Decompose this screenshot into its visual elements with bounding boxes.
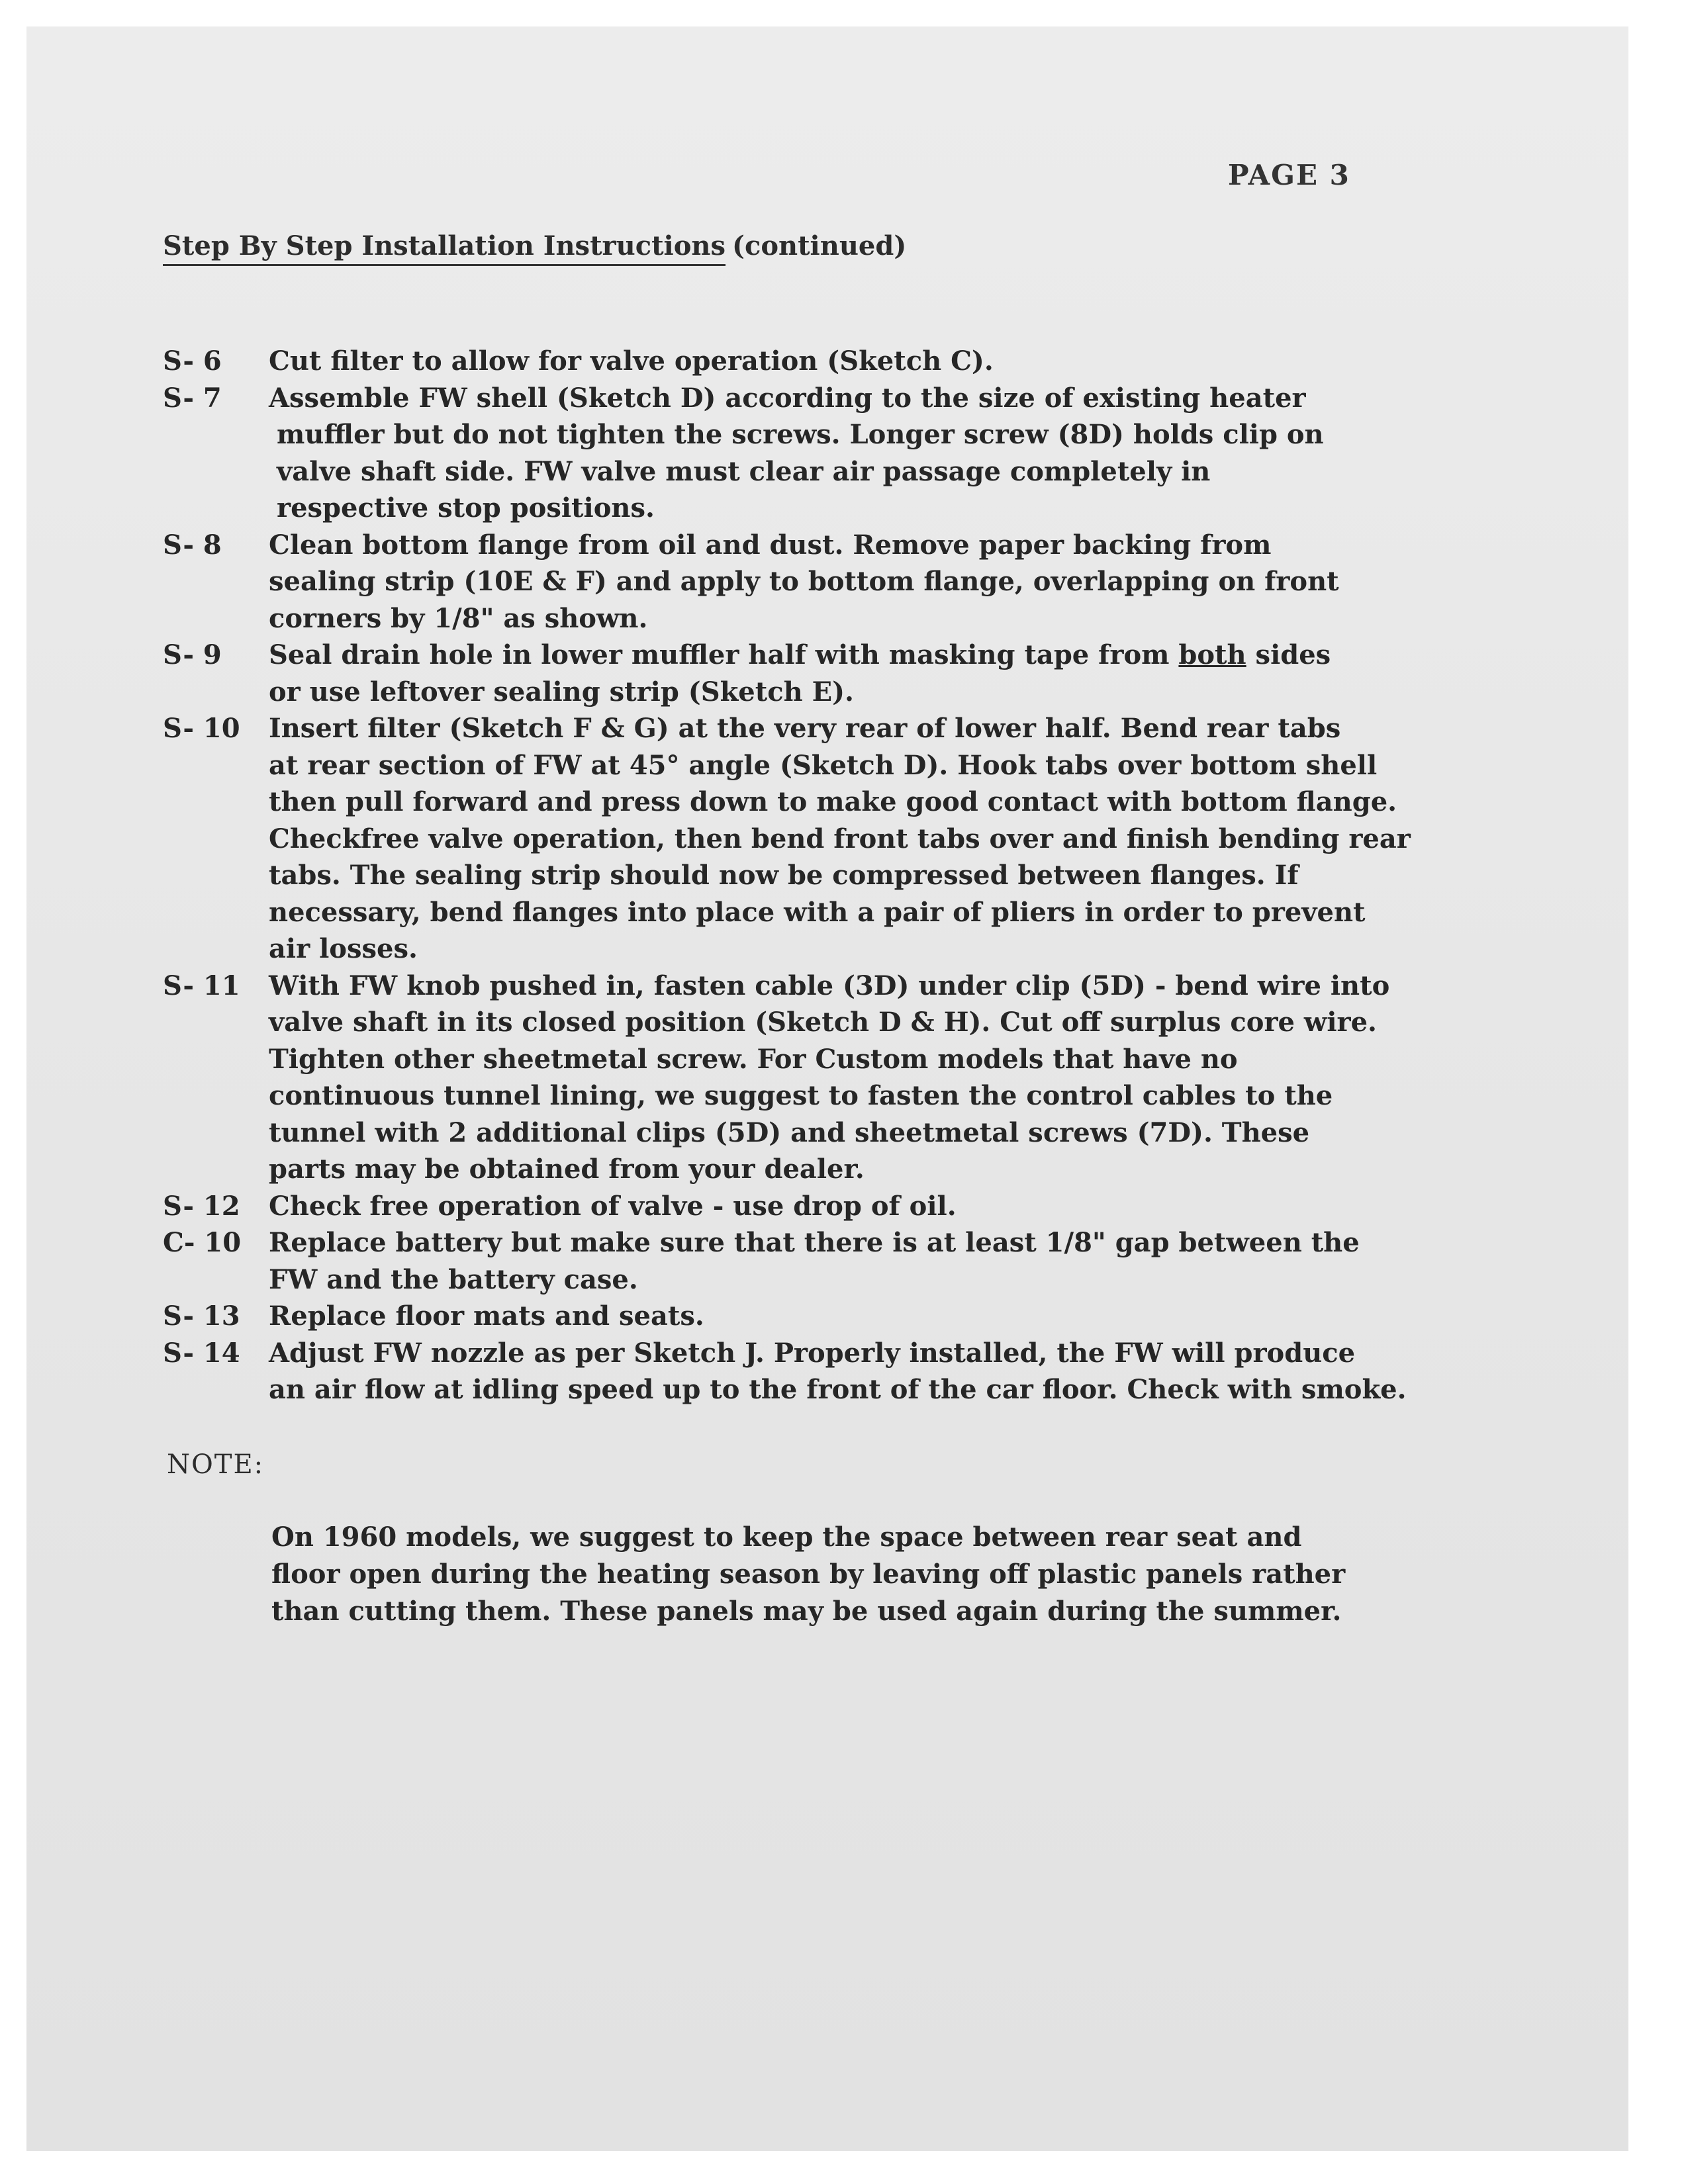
note-text: On 1960 models, we suggest to keep the space between rear seat and <box>271 1522 1302 1553</box>
step-label: S- 7 <box>163 382 222 414</box>
step-text: tabs. The sealing strip should now be compressed between flanges. If <box>269 860 1299 891</box>
step-text: Assemble FW shell (Sketch D) according to the size of existing heater <box>269 382 1306 414</box>
step-text-part: sides <box>1246 639 1331 670</box>
section-heading <box>163 230 906 261</box>
step-text: or use leftover sealing strip (Sketch E). <box>269 676 854 707</box>
step-text: Check free operation of valve - use drop of oil. <box>269 1190 957 1222</box>
step-text: tunnel with 2 additional clips (5D) and sheetmetal screws (7D). These <box>269 1116 1310 1148</box>
step-s6 <box>163 343 1586 380</box>
step-text: then pull forward and press down to make good contact with bottom flange. <box>269 786 1397 817</box>
note-body <box>271 1519 1529 1630</box>
step-s11 <box>163 968 1586 1188</box>
step-text-part: Seal drain hole in lower muffler half with masking tape from <box>269 639 1179 670</box>
page-number: PAGE 3 <box>1228 159 1350 191</box>
step-label: S- 6 <box>163 345 222 377</box>
step-text: FW and the battery case. <box>269 1263 638 1295</box>
step-label: S- 11 <box>163 970 240 1001</box>
step-label: S- 13 <box>163 1300 240 1332</box>
step-text: Cut filter to allow for valve operation (Sketch C). <box>269 345 994 377</box>
step-text: Replace battery but make sure that there is at least 1/8" gap between the <box>269 1227 1360 1258</box>
scanned-page <box>26 26 1628 2151</box>
step-text <box>269 637 1586 674</box>
step-text: Checkfree valve operation, then bend front tabs over and finish bending rear <box>269 823 1411 854</box>
note-text: floor open during the heating season by leaving off plastic panels rather <box>271 1559 1346 1590</box>
step-text: sealing strip (10E & F) and apply to bottom flange, overlapping on front <box>269 566 1339 597</box>
step-s7 <box>163 380 1586 527</box>
heading-title: Step By Step Installation Instructions <box>163 230 726 266</box>
step-text: Clean bottom flange from oil and dust. Remove paper backing from <box>269 529 1272 561</box>
step-text: necessary, bend flanges into place with a pair of pliers in order to prevent <box>269 896 1366 928</box>
step-text: respective stop positions. <box>277 492 655 523</box>
step-label: S- 12 <box>163 1190 240 1222</box>
step-text: an air flow at idling speed up to the front of the car floor. Check with smoke. <box>269 1374 1407 1405</box>
step-text: valve shaft side. FW valve must clear air passage completely in <box>277 455 1211 487</box>
step-s14 <box>163 1335 1586 1408</box>
step-text: Tighten other sheetmetal screw. For Custom models that have no <box>269 1043 1238 1075</box>
step-text: at rear section of FW at 45° angle (Sketch D). Hook tabs over bottom shell <box>269 749 1378 781</box>
step-label: S- 10 <box>163 713 240 744</box>
note-text: than cutting them. These panels may be used again during the summer. <box>271 1596 1342 1627</box>
step-label: S- 9 <box>163 639 222 670</box>
step-text: valve shaft in its closed position (Sketch D & H). Cut off surplus core wire. <box>269 1007 1377 1038</box>
emphasized-word: both <box>1178 639 1246 670</box>
step-text: muffler but do not tighten the screws. Longer screw (8D) holds clip on <box>277 419 1324 450</box>
step-c10 <box>163 1224 1586 1298</box>
step-text: With FW knob pushed in, fasten cable (3D) under clip (5D) - bend wire into <box>269 970 1390 1001</box>
step-text: Replace floor mats and seats. <box>269 1300 704 1332</box>
instruction-steps <box>163 343 1586 1408</box>
step-text: air losses. <box>269 933 418 964</box>
step-s8 <box>163 527 1586 637</box>
step-text: continuous tunnel lining, we suggest to fasten the control cables to the <box>269 1080 1333 1111</box>
note-label: NOTE: <box>167 1449 265 1480</box>
step-label: C- 10 <box>163 1227 242 1258</box>
step-text: corners by 1/8" as shown. <box>269 602 648 634</box>
step-label: S- 8 <box>163 529 222 561</box>
step-text: Adjust FW nozzle as per Sketch J. Properly installed, the FW will produce <box>269 1337 1356 1369</box>
step-s9 <box>163 637 1586 710</box>
step-s12 <box>163 1188 1586 1225</box>
step-label: S- 14 <box>163 1337 240 1369</box>
heading-continued: (continued) <box>732 230 907 261</box>
step-s10 <box>163 710 1586 968</box>
step-s13 <box>163 1298 1586 1335</box>
step-text: parts may be obtained from your dealer. <box>269 1154 865 1185</box>
step-text: Insert filter (Sketch F & G) at the very rear of lower half. Bend rear tabs <box>269 713 1341 744</box>
